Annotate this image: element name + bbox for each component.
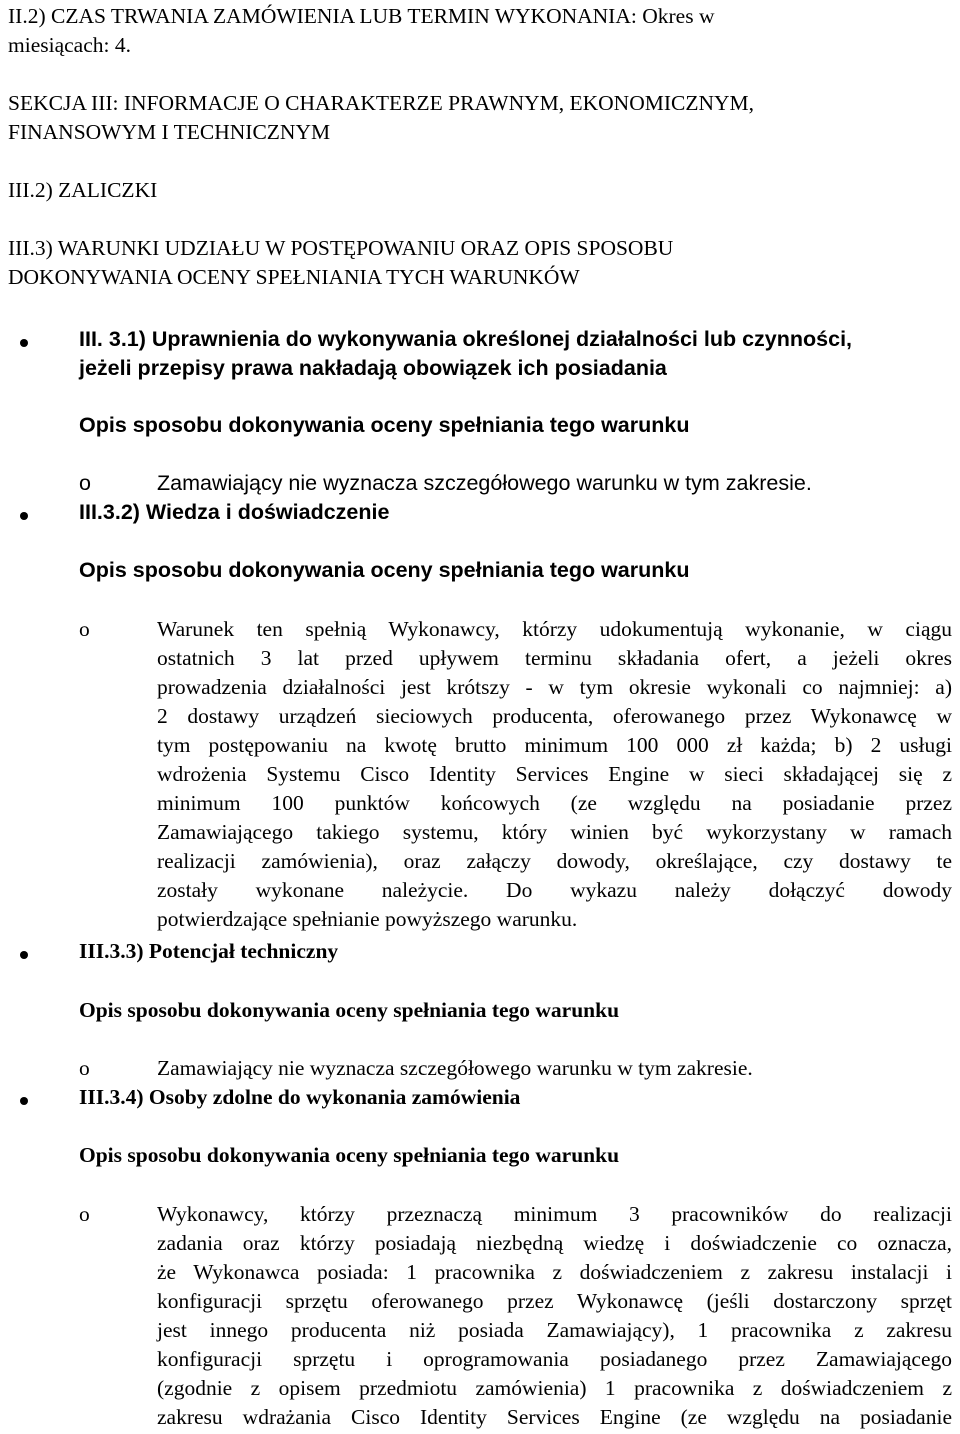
zaliczki-heading: III.2) ZALICZKI (8, 178, 158, 202)
item-3-4-line: konfiguracji sprzętu i oprogramowania posiadanego przez Zamawiającego (157, 1347, 952, 1371)
item-3-2-line: wdrożenia Systemu Cisco Identity Services Engine w sieci składającej się z (157, 762, 952, 786)
item-3-2-line: potwierdzające spełnianie powyższego warunku. (157, 907, 578, 931)
ii2-paragraph (8, 2, 714, 60)
sub-marker: o (79, 617, 90, 641)
item-3-2-line: Zamawiającego takiego systemu, który winien być wykorzystany w ramach (157, 820, 952, 844)
warunki-heading-line2: DOKONYWANIA OCENY SPEŁNIANIA TYCH WARUNKÓW (8, 265, 580, 289)
ii2-value-line2: miesiącach: 4. (8, 33, 131, 57)
bullet-marker (20, 951, 28, 959)
item-3-1-heading (79, 325, 852, 383)
item-3-3-text: Zamawiający nie wyznacza szczegółowego warunku w tym zakresie. (157, 1056, 753, 1080)
item-3-4-opis-label: Opis sposobu dokonywania oceny spełniania tego warunku (79, 1143, 620, 1167)
item-3-1-heading-line2: jeżeli przepisy prawa nakładają obowiązek ich posiadania (79, 356, 667, 380)
sub-marker: o (79, 1202, 90, 1226)
section-title-line1: SEKCJA III: INFORMACJE O CHARAKTERZE PRAWNYM, EKONOMICZNYM, (8, 91, 755, 115)
item-3-2-opis-label: Opis sposobu dokonywania oceny spełniania tego warunku (79, 558, 690, 582)
ii2-label: II.2) CZAS TRWANIA ZAMÓWIENIA LUB TERMIN WYKONANIA: (8, 4, 637, 28)
item-3-1-heading-line1: III. 3.1) Uprawnienia do wykonywania określonej działalności lub czynności, (79, 327, 853, 351)
item-3-4-line: Wykonawcy, którzy przeznaczą minimum 3 pracowników do realizacji (157, 1202, 952, 1226)
item-3-4-line: konfiguracji sprzętu oferowanego przez Wykonawcę (jeśli dostarczony sprzęt (157, 1289, 952, 1313)
sub-marker: o (79, 1056, 90, 1080)
warunki-heading (8, 234, 673, 292)
item-3-2-line: 2 dostawy urządzeń sieciowych producenta, oferowanego przez Wykonawcę w (157, 704, 952, 728)
sub-marker: o (79, 471, 91, 495)
item-3-4-text (157, 1200, 952, 1432)
section-title (8, 89, 754, 147)
bullet-marker (20, 1097, 28, 1105)
item-3-2-line: prowadzenia działalności jest krótszy - w tym okresie wykonali co najmniej: a) (157, 675, 952, 699)
item-3-4-line: jest innego producenta niż posiada Zamawiający), 1 pracownika z zakresu (157, 1318, 952, 1342)
item-3-4-line: że Wykonawca posiada: 1 pracownika z doświadczeniem z zakresu instalacji i (157, 1260, 952, 1284)
warunki-heading-line1: III.3) WARUNKI UDZIAŁU W POSTĘPOWANIU ORAZ OPIS SPOSOBU (8, 236, 674, 260)
item-3-4-line: zadania oraz którzy posiadają niezbędną wiedzę i doświadczenie co oznacza, (157, 1231, 952, 1255)
item-3-2-line: zostały wykonane należycie. Do wykazu należy dołączyć dowody (157, 878, 952, 902)
item-3-1-opis-label: Opis sposobu dokonywania oceny spełniania tego warunku (79, 413, 690, 437)
item-3-3-opis-label: Opis sposobu dokonywania oceny spełniania tego warunku (79, 998, 620, 1022)
item-3-2-text (157, 615, 952, 934)
item-3-1-text: Zamawiający nie wyznacza szczegółowego warunku w tym zakresie. (157, 471, 812, 495)
section-title-line2: FINANSOWYM I TECHNICZNYM (8, 120, 331, 144)
item-3-2-heading: III.3.2) Wiedza i doświadczenie (79, 500, 390, 524)
item-3-4-heading: III.3.4) Osoby zdolne do wykonania zamówienia (79, 1085, 521, 1109)
item-3-4-line: zakresu wdrażania Cisco Identity Services Engine (ze względu na posiadanie (157, 1405, 952, 1429)
item-3-2-line: tym postępowaniu na kwotę brutto minimum 100 000 zł każda; b) 2 usługi (157, 733, 952, 757)
ii2-value: Okres w (636, 4, 715, 28)
item-3-2-line: minimum 100 punktów końcowych (ze względu na posiadanie przez (157, 791, 952, 815)
bullet-marker (20, 512, 28, 520)
item-3-2-line: realizacji zamówienia), oraz załączy dowody, określające, czy dostawy te (157, 849, 952, 873)
item-3-2-line: ostatnich 3 lat przed upływem terminu składania ofert, a jeżeli okres (157, 646, 952, 670)
bullet-marker (20, 339, 28, 347)
item-3-3-heading: III.3.3) Potencjał techniczny (79, 939, 339, 963)
item-3-2-line: Warunek ten spełnią Wykonawcy, którzy udokumentują wykonanie, w ciągu (157, 617, 952, 641)
item-3-4-line: (zgodnie z opisem przedmiotu zamówienia) 1 pracownika z doświadczeniem z (157, 1376, 952, 1400)
